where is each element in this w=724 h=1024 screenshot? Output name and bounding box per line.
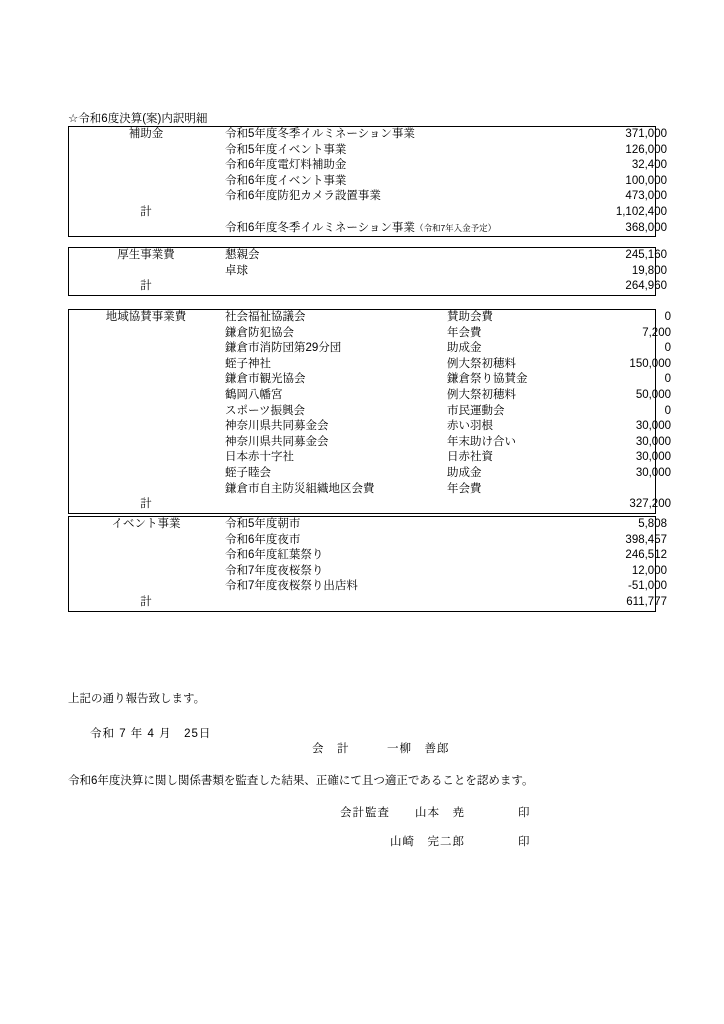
auditor-signature: 会計監査 山本 尭 [340,807,465,819]
spacer-cell [69,548,223,564]
item-amount: 0 [664,404,671,417]
table-row [69,388,673,404]
table-row [69,450,673,466]
item-amount: 30,000 [635,451,671,464]
item-amount: 150,000 [629,357,671,370]
extra-amount: 368,000 [625,221,667,234]
item-sub: 助成金 [447,342,482,355]
auditor2-seal: 印 [518,836,530,848]
total-amount: 327,200 [629,498,671,511]
table-row [69,579,669,595]
table-row [69,264,669,280]
item-name: 蛭子神社 [225,357,271,370]
item-sub: 市民運動会 [447,404,505,417]
table [69,127,669,236]
table-row [69,143,669,159]
table-row [69,564,669,580]
table-block-eventjigyo [68,516,667,612]
table-row [69,174,669,190]
item-sub: 年会費 [447,326,482,339]
item-amount: 19,800 [631,264,667,277]
item-amount: 245,160 [625,249,667,261]
spacer-cell [69,341,223,357]
table-row-total [69,595,669,611]
category-label: 地域協賛事業費 [105,311,187,323]
total-label: 計 [140,280,152,293]
item-name: 日本赤十字社 [225,451,294,464]
item-amount: 398,457 [625,533,667,546]
category-label: イベント事業 [111,518,181,530]
total-label: 計 [140,205,152,218]
spacer-cell [69,533,223,549]
spacer-cell [69,482,223,498]
spacer-cell [69,264,223,280]
category-label: 厚生事業費 [117,249,175,261]
item-amount: 371,000 [625,128,667,140]
table [69,517,669,611]
spacer-cell [223,205,575,221]
total-amount: 611,777 [626,595,667,608]
item-name-extra [223,221,575,237]
item-name: スポーツ振興会 [225,404,306,417]
item-amount: 7,200 [642,326,671,339]
item-amount [579,482,673,498]
table-row [69,158,669,174]
spacer-cell [223,497,445,513]
table-row [69,189,669,205]
item-sub: 賛助会費 [447,311,493,323]
item-amount: 30,000 [635,420,671,433]
item-amount: 12,000 [631,564,667,577]
item-amount: 126,000 [625,143,667,156]
item-sub: 日赤社資 [447,451,493,464]
item-name: 令和6年度イベント事業 [225,174,347,187]
extra-note: （令和7年入金予定） [414,222,497,233]
table-row [69,404,673,420]
table-row [69,127,669,143]
statement-report-line: 上記の通り報告致します。 [68,693,206,705]
item-name: 鎌倉市自主防災組織地区会費 [225,482,375,495]
spacer-cell [69,189,223,205]
table [69,248,669,295]
spacer-cell [69,564,223,580]
item-sub: 例大祭初穂料 [447,388,516,401]
table-row [69,419,673,435]
item-amount: 0 [664,342,671,355]
spacer-cell [69,450,223,466]
item-amount: 30,000 [635,435,671,448]
item-name: 令和6年度防犯カメラ設置事業 [225,190,381,203]
auditor-seal: 印 [518,807,530,819]
accounting-signature: 会 計 一柳 善郎 [312,743,450,755]
item-name: 令和6年度紅葉祭り [225,549,324,562]
spacer-cell [69,221,223,237]
total-amount: 1,102,400 [615,205,667,218]
table-row-total [69,497,673,513]
item-sub: 助成金 [447,466,482,479]
page-title: ☆令和6度決算(案)内訳明細 [68,113,208,125]
spacer-cell [69,579,223,595]
table-row [69,357,673,373]
spacer-cell [69,466,223,482]
item-name: 令和6年度電灯料補助金 [225,159,347,172]
item-sub: 鎌倉祭り協賛金 [447,373,528,386]
table-row [69,310,673,326]
table-row [69,466,673,482]
table-row [69,533,669,549]
item-name: 神奈川県共同募金会 [225,435,329,448]
total-label: 計 [140,595,152,608]
spacer-cell [69,372,223,388]
category-label: 補助金 [128,128,164,140]
spacer-cell [69,143,223,159]
spacer-cell [69,326,223,342]
spacer-cell [69,404,223,420]
item-name: 令和5年度朝市 [225,518,301,530]
item-name: 社会福祉協議会 [225,311,306,323]
table-row [69,435,673,451]
item-amount: 100,000 [625,174,667,187]
spacer-cell [223,595,575,611]
spacer-cell [69,174,223,190]
spacer-cell [69,158,223,174]
table [69,310,673,513]
table-row-extra [69,221,669,237]
item-name: 鎌倉防犯協会 [225,326,294,339]
item-amount: 5,808 [638,518,667,530]
spacer-cell [445,497,579,513]
table-row [69,517,669,533]
item-amount: 246,512 [625,549,667,562]
item-name: 蛭子睦会 [225,466,271,479]
table-row [69,326,673,342]
item-name: 令和6年度夜市 [225,533,301,546]
table-row-total [69,205,669,221]
table-row-total [69,279,669,295]
item-name: 令和5年度冬季イルミネーション事業 [225,128,415,140]
item-name: 神奈川県共同募金会 [225,420,329,433]
item-name: 鎌倉市消防団第29分団 [225,342,342,355]
table-block-koseijigyohi [68,247,667,296]
item-amount: 473,000 [625,190,667,203]
item-sub: 年末助け合い [447,435,516,448]
statement-date: 令和 7 年 4 月 25日 [90,728,212,740]
spacer-cell [69,419,223,435]
table-row [69,248,669,264]
item-name: 令和7年度夜桜祭り [225,564,324,577]
extra-name: 令和6年度冬季イルミネーション事業 [225,221,415,234]
spacer-cell [69,435,223,451]
total-label: 計 [140,498,152,511]
table-block-hojokin [68,126,667,237]
item-amount: 50,000 [635,388,671,401]
item-name: 令和5年度イベント事業 [225,143,347,156]
spacer-cell [223,279,575,295]
item-amount: 30,000 [635,466,671,479]
item-name: 懇親会 [225,249,260,261]
spacer-cell [69,388,223,404]
item-amount: 32,400 [631,159,667,172]
auditor2-signature: 山崎 完二郎 [390,836,465,848]
table-row [69,341,673,357]
spacer-cell [69,357,223,373]
item-sub: 例大祭初穂料 [447,357,516,370]
item-sub: 年会費 [447,482,482,495]
total-amount: 264,960 [625,280,667,293]
table-row [69,548,669,564]
item-name: 鎌倉市観光協会 [225,373,306,386]
item-name: 鶴岡八幡宮 [225,388,283,401]
statement-audit-line: 令和6年度決算に関し関係書類を監査した結果、正確にて且つ適正であることを認めます。 [68,775,534,787]
table-row [69,482,673,498]
item-amount: -51,000 [627,580,667,593]
item-amount: 0 [664,373,671,386]
item-sub: 赤い羽根 [447,420,493,433]
table-block-chiikikyosan [68,309,671,514]
item-amount: 0 [664,311,671,323]
item-name: 令和7年度夜桜祭り出店料 [225,580,358,593]
table-row [69,372,673,388]
item-name: 卓球 [225,264,248,277]
